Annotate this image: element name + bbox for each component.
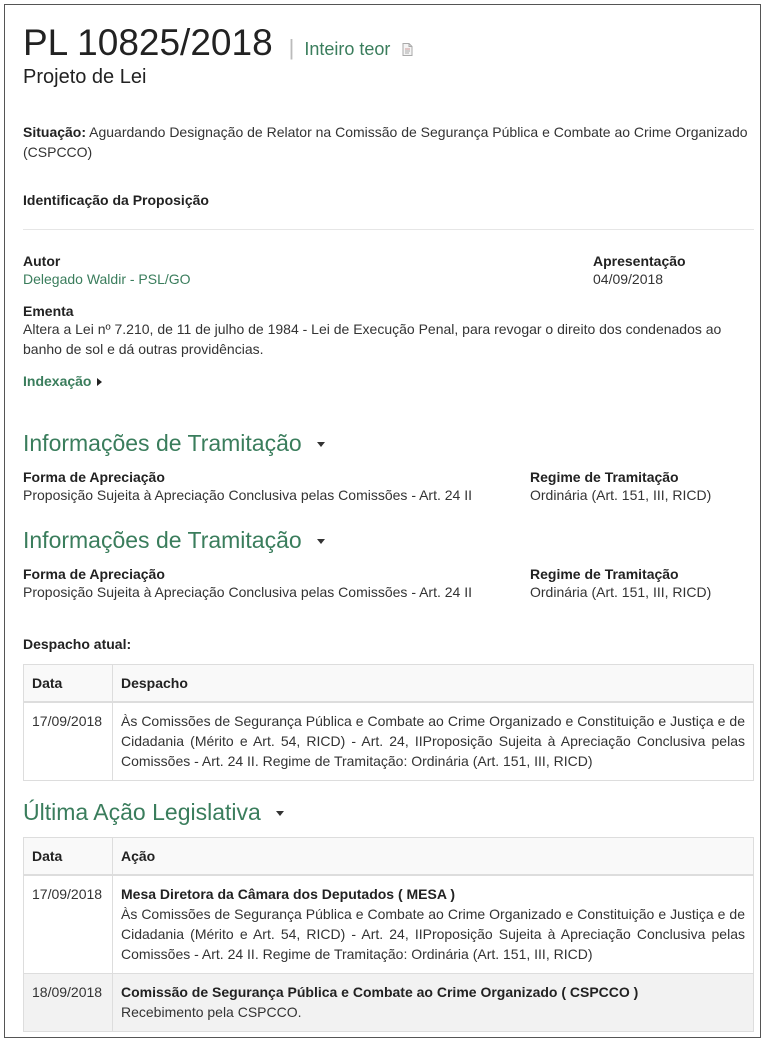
row-despacho: Às Comissões de Segurança Pública e Combate ao Crime Organizado e Constituição e Justiça e de Cidadania (Mérito e Art. 54, RICD) - Art. 24, IIProposição Sujeita à Apreciação Conclusiva pelas Comissões - Art. 24 II. Regime de Tramitação: Ordinária (Art. 151, III, RICD) — [113, 702, 754, 781]
ultima-acao-heading[interactable] — [23, 799, 284, 826]
table-row — [24, 875, 754, 974]
autor-block — [23, 253, 191, 289]
autor-link[interactable]: Delegado Waldir - PSL/GO — [23, 271, 191, 287]
tramitacao-heading-1[interactable] — [23, 430, 325, 457]
regime-value: Ordinária (Art. 151, III, RICD) — [530, 487, 712, 503]
indexacao-toggle[interactable] — [23, 373, 102, 389]
row-acao — [113, 875, 754, 974]
autor-label: Autor — [23, 253, 61, 269]
tramitacao-title: Informações de Tramitação — [23, 430, 302, 456]
regime-tramitacao-1 — [530, 469, 711, 505]
apresentacao-value: 04/09/2018 — [593, 271, 664, 287]
row-acao — [113, 974, 754, 1032]
ementa-label: Ementa — [23, 303, 74, 319]
row-orgao: Mesa Diretora da Câmara dos Deputados ( MESA ) — [121, 886, 456, 902]
apresentacao-label: Apresentação — [593, 253, 686, 269]
table-header-row — [24, 665, 754, 703]
row-texto: Às Comissões de Segurança Pública e Combate ao Crime Organizado e Constituição e Justiça e de Cidadania (Mérito e Art. 54, RICD) - Art. 24, IIProposição Sujeita à Apreciação Conclusiva pelas Comissões - Art. 24 II. Regime de Tramitação: Ordinária (Art. 151, III, RICD) — [121, 906, 745, 962]
tramitacao-title: Informações de Tramitação — [23, 527, 302, 553]
regime-label: Regime de Tramitação — [530, 566, 679, 582]
ultima-acao-table — [23, 837, 754, 1032]
table-row — [24, 702, 754, 781]
forma-value: Proposição Sujeita à Apreciação Conclusiva pelas Comissões - Art. 24 II — [23, 584, 473, 600]
regime-value: Ordinária (Art. 151, III, RICD) — [530, 584, 712, 600]
col-acao: Ação — [113, 838, 754, 876]
caret-down-icon — [317, 539, 325, 544]
forma-value: Proposição Sujeita à Apreciação Conclusiva pelas Comissões - Art. 24 II — [23, 487, 473, 503]
caret-down-icon — [276, 811, 284, 816]
page-subtitle: Projeto de Lei — [23, 66, 147, 88]
tramitacao-heading-2[interactable] — [23, 527, 325, 554]
forma-apreciacao-1 — [23, 469, 472, 505]
document-icon[interactable] — [402, 43, 413, 56]
ultima-acao-title: Última Ação Legislativa — [23, 799, 261, 825]
indexacao-label: Indexação — [23, 373, 92, 389]
apresentacao-block — [593, 253, 686, 289]
ementa-block — [23, 303, 754, 359]
forma-label: Forma de Apreciação — [23, 469, 165, 485]
regime-label: Regime de Tramitação — [530, 469, 679, 485]
divider — [23, 229, 754, 230]
page-title: PL 10825/2018 — [23, 22, 273, 63]
despacho-table — [23, 664, 754, 781]
table-row — [24, 974, 754, 1032]
situacao — [23, 122, 754, 162]
col-data: Data — [24, 665, 113, 703]
forma-label: Forma de Apreciação — [23, 566, 165, 582]
situacao-text: Aguardando Designação de Relator na Comissão de Segurança Pública e Combate ao Crime Organizado (CSPCCO) — [23, 124, 748, 160]
caret-down-icon — [317, 442, 325, 447]
identificacao-heading: Identificação da Proposição — [23, 192, 209, 208]
col-despacho: Despacho — [113, 665, 754, 703]
row-orgao: Comissão de Segurança Pública e Combate ao Crime Organizado ( CSPCCO ) — [121, 984, 639, 1000]
page-frame — [4, 4, 761, 1038]
title-row — [23, 23, 413, 63]
table-header-row — [24, 838, 754, 876]
col-data: Data — [24, 838, 113, 876]
situacao-label: Situação: — [23, 124, 87, 140]
inteiro-teor-link[interactable]: Inteiro teor — [304, 39, 391, 59]
regime-tramitacao-2 — [530, 566, 711, 602]
forma-apreciacao-2 — [23, 566, 472, 602]
row-date: 17/09/2018 — [24, 702, 113, 781]
row-date: 18/09/2018 — [24, 974, 113, 1032]
title-separator: | — [288, 35, 295, 60]
row-texto: Recebimento pela CSPCCO. — [121, 1004, 302, 1020]
caret-right-icon — [97, 378, 102, 386]
ementa-value: Altera a Lei nº 7.210, de 11 de julho de 1984 - Lei de Execução Penal, para revogar o direito dos condenados ao banho de sol e dá outras providências. — [23, 321, 722, 357]
despacho-atual-label: Despacho atual: — [23, 636, 132, 652]
row-date: 17/09/2018 — [24, 875, 113, 974]
